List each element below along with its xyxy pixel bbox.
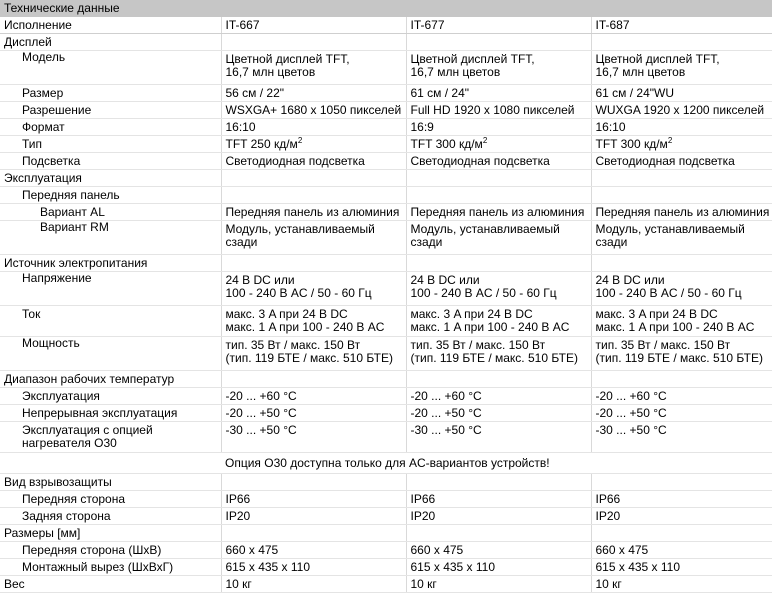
section-row (0, 255, 772, 272)
spec-value: Светодиодная подсветка (591, 153, 772, 170)
spec-value: -20 ... +60 °C (406, 388, 591, 405)
model-name: IT-687 (591, 17, 772, 34)
spec-row (0, 221, 772, 255)
spec-row (0, 542, 772, 559)
spec-value: -30 ... +50 °C (591, 422, 772, 453)
note-row (0, 453, 772, 474)
spec-table (0, 17, 772, 593)
row-label: Разрешение (0, 102, 221, 119)
spec-value: 61 см / 24" (406, 85, 591, 102)
spec-value: тип. 35 Вт / макс. 150 Вт (тип. 119 БТЕ / макс. 510 БТЕ) (591, 337, 772, 371)
spec-row (0, 508, 772, 525)
section-operation: Эксплуатация (0, 170, 221, 187)
row-label: Подсветка (0, 153, 221, 170)
spec-value: макс. 3 A при 24 В DC макс. 1 A при 100 - 240 В AC (221, 306, 406, 337)
spec-row (0, 119, 772, 136)
spec-row (0, 51, 772, 85)
spec-value: -20 ... +60 °C (591, 388, 772, 405)
section-dimensions: Размеры [мм] (0, 525, 221, 542)
spec-value: 16:10 (221, 119, 406, 136)
spec-value: IP66 (591, 491, 772, 508)
spec-value: 660 x 475 (591, 542, 772, 559)
spec-value: 660 x 475 (221, 542, 406, 559)
section-row (0, 371, 772, 388)
section-row (0, 170, 772, 187)
spec-value: Цветной дисплей TFT, 16,7 млн цветов (221, 51, 406, 85)
spec-value: 660 x 475 (406, 542, 591, 559)
spec-value: -20 ... +50 °C (221, 405, 406, 422)
spec-value: 10 кг (221, 576, 406, 593)
row-label: Формат (0, 119, 221, 136)
spec-value: -20 ... +60 °C (221, 388, 406, 405)
section-temperature: Диапазон рабочих температур (0, 371, 221, 388)
spec-value: WSXGA+ 1680 x 1050 пикселей (221, 102, 406, 119)
row-label: Передняя сторона (0, 491, 221, 508)
row-label: Вариант AL (0, 204, 221, 221)
spec-value: тип. 35 Вт / макс. 150 Вт (тип. 119 БТЕ / макс. 510 БТЕ) (221, 337, 406, 371)
spec-row (0, 337, 772, 371)
row-label: Эксплуатация с опцией нагревателя O30 (0, 422, 221, 453)
spec-value: 24 В DC или 100 - 240 В AC / 50 - 60 Гц (406, 272, 591, 306)
section-row (0, 474, 772, 491)
spec-value: -30 ... +50 °C (221, 422, 406, 453)
spec-value: TFT 300 $кд/м^2$ (406, 136, 591, 153)
spec-value: Светодиодная подсветка (221, 153, 406, 170)
spec-value: TFT 300 $кд/м^2$ (591, 136, 772, 153)
spec-value: 10 кг (406, 576, 591, 593)
spec-row (0, 204, 772, 221)
spec-value: 16:9 (406, 119, 591, 136)
spec-value: IP66 (221, 491, 406, 508)
spec-row (0, 102, 772, 119)
spec-value: 24 В DC или 100 - 240 В AC / 50 - 60 Гц (221, 272, 406, 306)
spec-value: Светодиодная подсветка (406, 153, 591, 170)
row-label: Модель (0, 51, 221, 85)
spec-value: Full HD 1920 x 1080 пикселей (406, 102, 591, 119)
spec-value: -20 ... +50 °C (406, 405, 591, 422)
footnote: Опция O30 доступна только для AC-вариантов устройств! (221, 453, 772, 474)
section-row (0, 525, 772, 542)
spec-value: 61 см / 24"WU (591, 85, 772, 102)
spec-value: Передняя панель из алюминия (406, 204, 591, 221)
spec-row (0, 576, 772, 593)
row-label: Задняя сторона (0, 508, 221, 525)
spec-value: IP66 (406, 491, 591, 508)
spec-value: 615 x 435 x 110 (406, 559, 591, 576)
spec-value: 615 x 435 x 110 (591, 559, 772, 576)
spec-value: тип. 35 Вт / макс. 150 Вт (тип. 119 БТЕ / макс. 510 БТЕ) (406, 337, 591, 371)
row-label: Монтажный вырез (ШхВхГ) (0, 559, 221, 576)
section-power: Источник электропитания (0, 255, 221, 272)
section-row (0, 34, 772, 51)
spec-value: Передняя панель из алюминия (221, 204, 406, 221)
spec-row (0, 153, 772, 170)
row-label: Передняя сторона (ШхВ) (0, 542, 221, 559)
spec-row (0, 306, 772, 337)
row-label: Ток (0, 306, 221, 337)
spec-value: макс. 3 A при 24 В DC макс. 1 A при 100 - 240 В AC (406, 306, 591, 337)
spec-value: Модуль, устанавливаемый сзади (591, 221, 772, 255)
header-label: Исполнение (0, 17, 221, 34)
section-display: Дисплей (0, 34, 221, 51)
spec-value: 16:10 (591, 119, 772, 136)
spec-row (0, 85, 772, 102)
row-label: Напряжение (0, 272, 221, 306)
spec-row (0, 405, 772, 422)
row-label: Эксплуатация (0, 388, 221, 405)
page-title: Технические данные (0, 0, 772, 17)
spec-value: TFT 250 $кд/м^2$ (221, 136, 406, 153)
spec-value: WUXGA 1920 x 1200 пикселей (591, 102, 772, 119)
spec-value: макс. 3 A при 24 В DC макс. 1 A при 100 - 240 В AC (591, 306, 772, 337)
model-name: IT-667 (221, 17, 406, 34)
model-name: IT-677 (406, 17, 591, 34)
row-label: Передняя панель (0, 187, 221, 204)
spec-row (0, 136, 772, 153)
spec-value: Цветной дисплей TFT, 16,7 млн цветов (406, 51, 591, 85)
spec-value: 615 x 435 x 110 (221, 559, 406, 576)
spec-row (0, 422, 772, 453)
spec-value: Передняя панель из алюминия (591, 204, 772, 221)
spec-value: Модуль, устанавливаемый сзади (406, 221, 591, 255)
row-label: Вариант RM (0, 221, 221, 255)
header-row (0, 17, 772, 34)
spec-value: 24 В DC или 100 - 240 В AC / 50 - 60 Гц (591, 272, 772, 306)
row-label: Мощность (0, 337, 221, 371)
spec-value: 10 кг (591, 576, 772, 593)
subsection-row (0, 187, 772, 204)
spec-value: IP20 (406, 508, 591, 525)
spec-row (0, 559, 772, 576)
spec-value: Цветной дисплей TFT, 16,7 млн цветов (591, 51, 772, 85)
row-label: Непрерывная эксплуатация (0, 405, 221, 422)
row-label: Тип (0, 136, 221, 153)
spec-value: -30 ... +50 °C (406, 422, 591, 453)
spec-value: -20 ... +50 °C (591, 405, 772, 422)
row-label: Размер (0, 85, 221, 102)
spec-row (0, 491, 772, 508)
spec-row (0, 272, 772, 306)
spec-value: IP20 (591, 508, 772, 525)
spec-value: IP20 (221, 508, 406, 525)
row-label: Вес (0, 576, 221, 593)
section-explosion: Вид взрывозащиты (0, 474, 221, 491)
spec-value: 56 см / 22" (221, 85, 406, 102)
spec-row (0, 388, 772, 405)
spec-value: Модуль, устанавливаемый сзади (221, 221, 406, 255)
